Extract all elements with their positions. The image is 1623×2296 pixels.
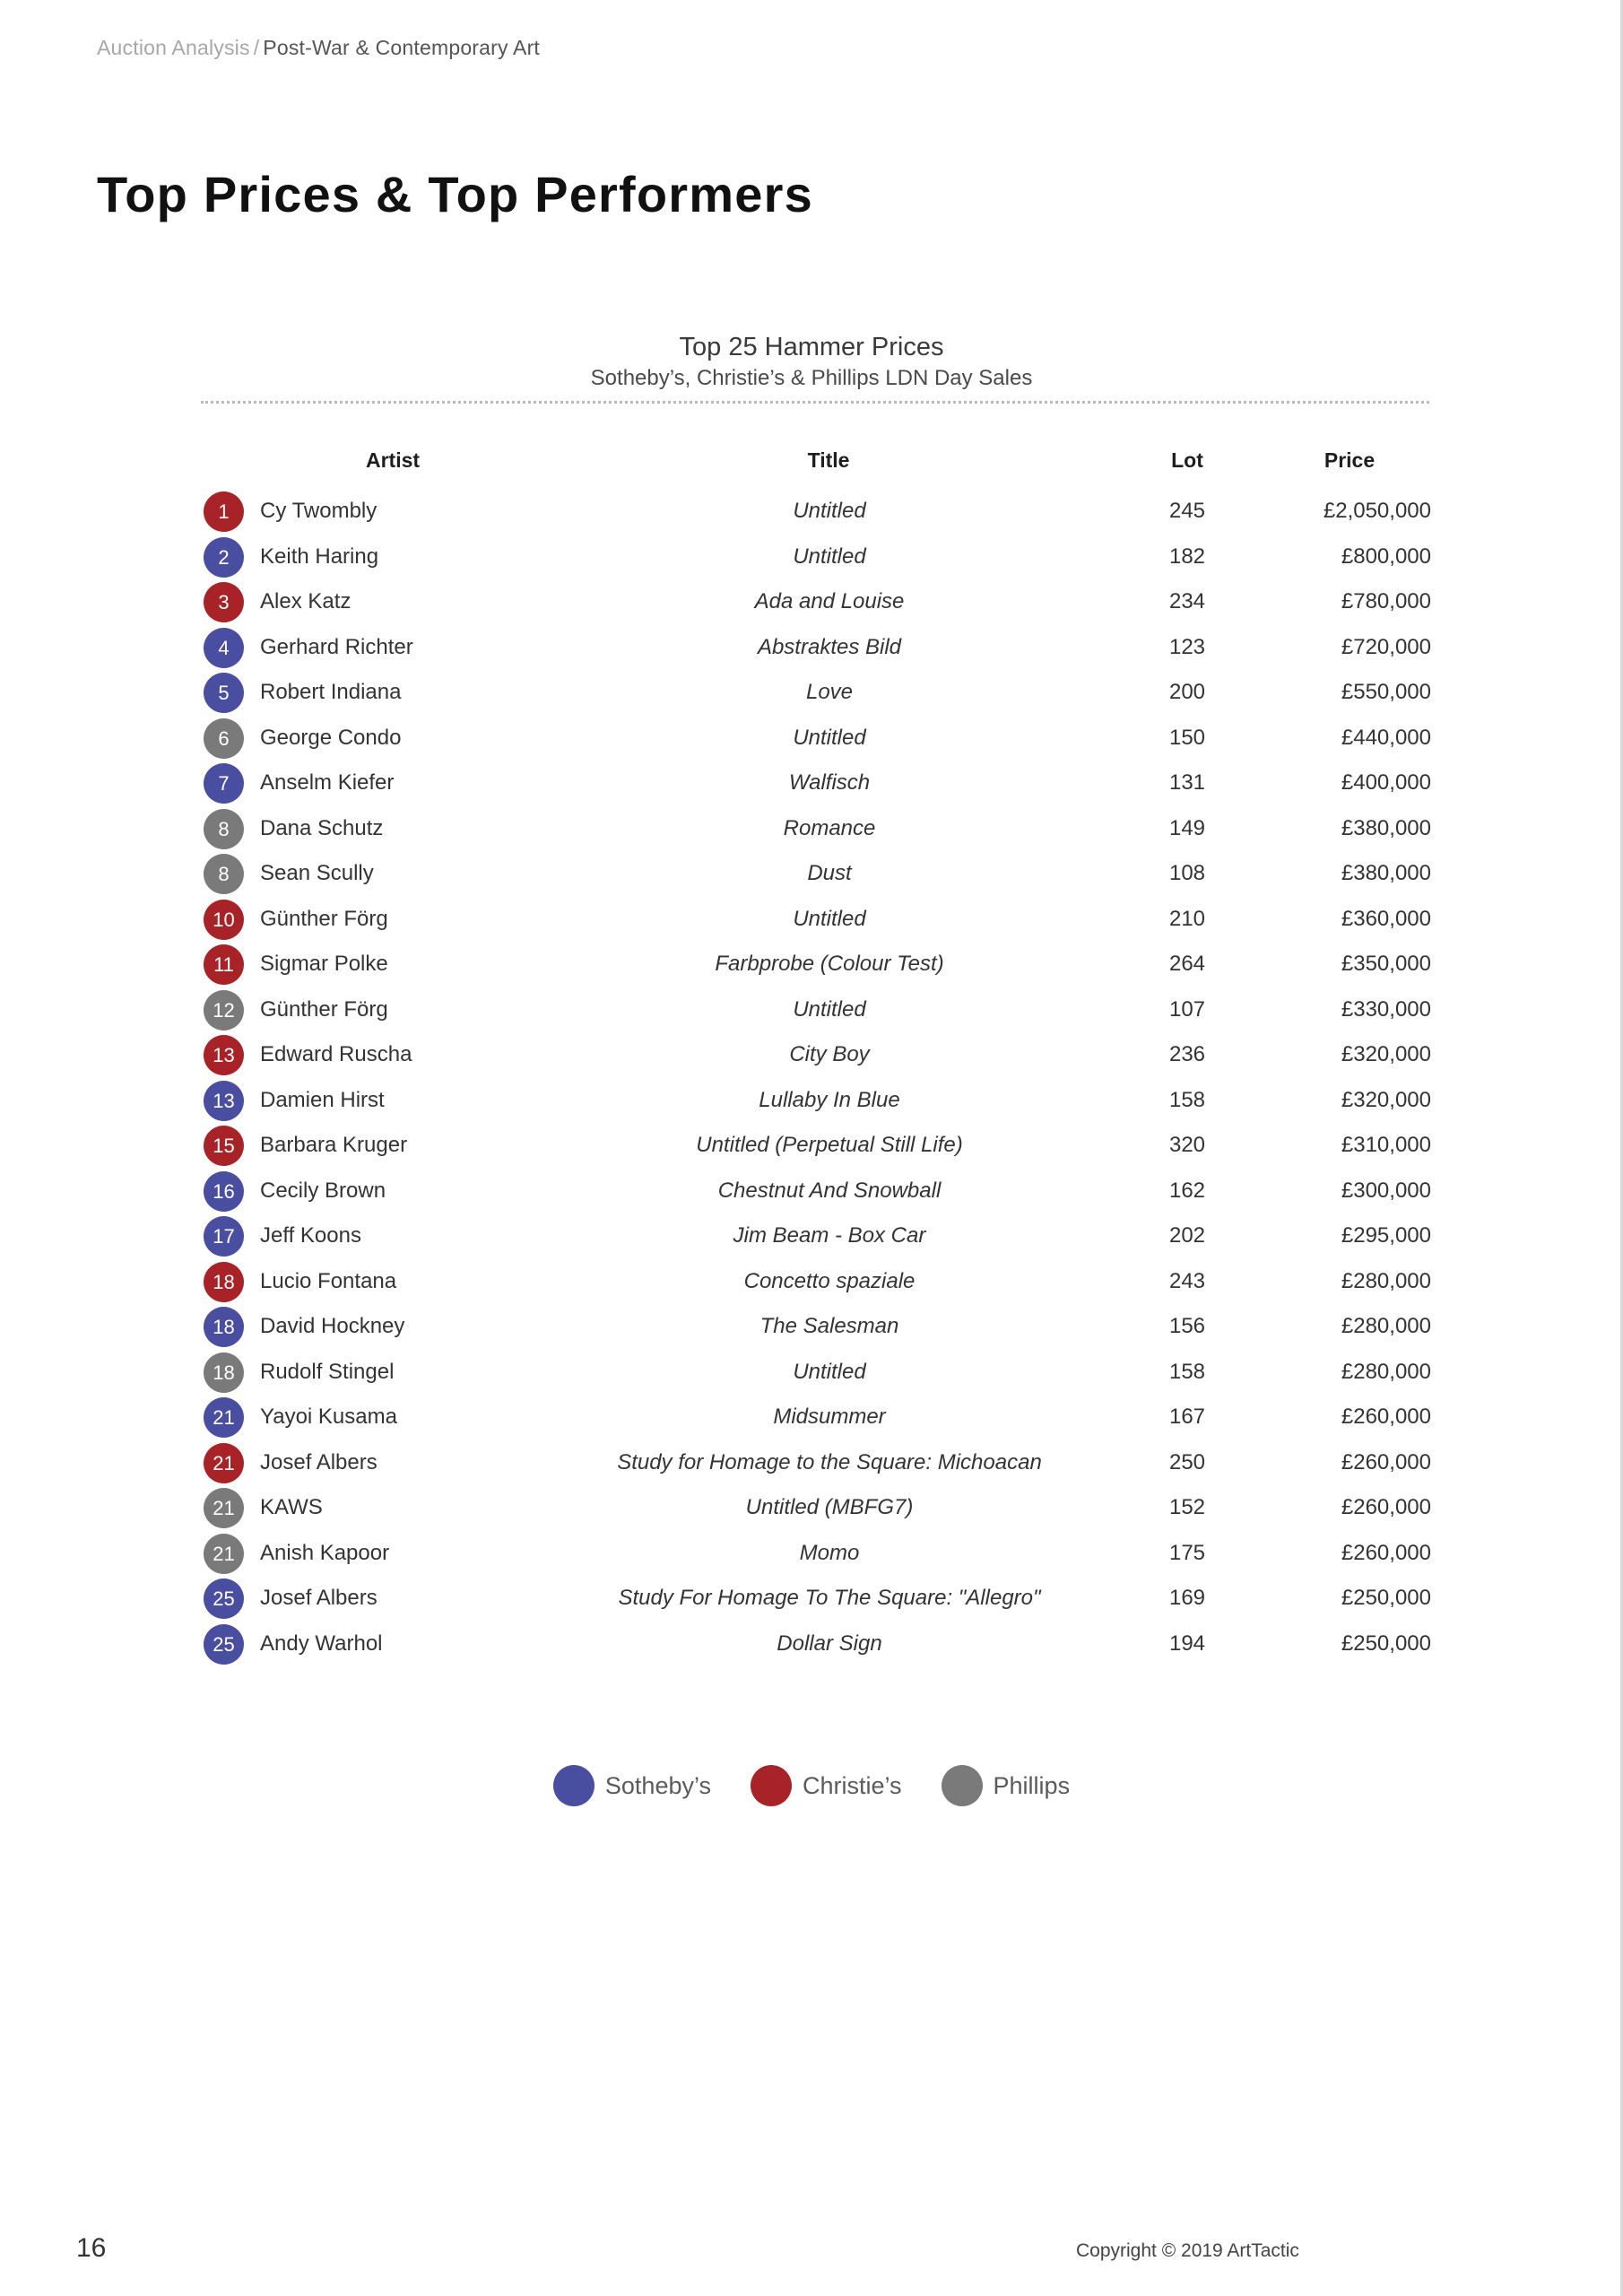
table-row (0, 716, 1623, 761)
price-cell: £295,000 (1341, 1223, 1431, 1248)
table-row (0, 1350, 1623, 1396)
column-header-lot: Lot (1171, 448, 1203, 472)
lot-cell: 236 (1168, 1042, 1206, 1066)
title-cell: Chestnut And Snowball (717, 1178, 942, 1203)
title-cell: Study For Homage To The Square: "Allegro" (618, 1586, 1041, 1610)
lot-cell: 108 (1168, 861, 1206, 885)
artist-cell: Lucio Fontana (260, 1268, 397, 1293)
lot-cell: 107 (1168, 996, 1206, 1022)
breadcrumb-section[interactable]: Auction Analysis (97, 36, 250, 59)
title-cell: Farbprobe (Colour Test) (715, 952, 944, 976)
price-cell: £440,000 (1341, 725, 1431, 750)
table-row (0, 806, 1623, 852)
rank-badge: 21 (204, 1534, 244, 1574)
lot-cell: 194 (1168, 1631, 1206, 1656)
title-cell: Lullaby In Blue (759, 1087, 900, 1112)
rank-badge: 3 (204, 582, 244, 622)
artist-cell: Josef Albers (260, 1586, 378, 1610)
artist-cell: David Hockney (260, 1314, 405, 1338)
rank-badge: 16 (204, 1171, 244, 1212)
artist-cell: Gerhard Richter (260, 634, 413, 659)
lot-cell: 162 (1168, 1178, 1206, 1203)
price-cell: £350,000 (1341, 952, 1431, 976)
price-cell: £720,000 (1341, 634, 1431, 659)
title-cell: Untitled (793, 725, 866, 750)
rank-badge: 25 (204, 1578, 244, 1619)
legend-label: Christie’s (803, 1771, 902, 1799)
table-row (0, 987, 1623, 1033)
rank-badge: 11 (204, 944, 244, 985)
table-row (0, 535, 1623, 580)
title-cell: Untitled (793, 996, 866, 1022)
artist-cell: Damien Hirst (260, 1087, 385, 1112)
price-cell: £250,000 (1341, 1586, 1431, 1610)
artist-cell: Dana Schutz (260, 815, 384, 840)
lot-cell: 245 (1168, 499, 1206, 523)
price-cell: £320,000 (1341, 1042, 1431, 1066)
column-header-price: Price (1324, 448, 1376, 472)
lot-cell: 158 (1168, 1087, 1206, 1112)
price-cell: £260,000 (1341, 1449, 1431, 1474)
dotted-divider (201, 401, 1429, 404)
lot-cell: 175 (1168, 1540, 1206, 1565)
artist-cell: Jeff Koons (260, 1223, 361, 1248)
title-cell: Untitled (MBFG7) (745, 1495, 914, 1519)
artist-cell: Alex Katz (260, 589, 352, 613)
lot-cell: 210 (1168, 906, 1206, 931)
lot-cell: 234 (1168, 589, 1206, 613)
title-cell: Abstraktes Bild (757, 634, 902, 659)
artist-cell: Cecily Brown (260, 1178, 386, 1203)
rank-badge: 8 (204, 809, 244, 849)
lot-cell: 182 (1168, 544, 1206, 569)
table-row (0, 897, 1623, 943)
artist-cell: Edward Ruscha (260, 1042, 412, 1066)
price-cell: £300,000 (1341, 1178, 1431, 1203)
table-row (0, 1123, 1623, 1169)
price-cell: £320,000 (1341, 1087, 1431, 1112)
rank-badge: 1 (204, 491, 244, 532)
price-cell: £780,000 (1341, 589, 1431, 613)
table-row (0, 1304, 1623, 1350)
title-cell: Concetto spaziale (743, 1268, 916, 1293)
legend-swatch (553, 1765, 595, 1806)
copyright-notice: Copyright © 2019 ArtTactic (1076, 2240, 1299, 2261)
breadcrumb-current: Post-War & Contemporary Art (263, 36, 541, 59)
rank-badge: 21 (204, 1488, 244, 1528)
title-cell: Untitled (Perpetual Still Life) (696, 1133, 963, 1157)
rank-badge: 5 (204, 673, 244, 713)
table-row (0, 1485, 1623, 1531)
price-cell: £380,000 (1341, 815, 1431, 840)
table-subtitle: Sotheby’s, Christie’s & Phillips LDN Day Sales (590, 366, 1033, 390)
artist-cell: Keith Haring (260, 544, 379, 569)
lot-cell: 169 (1168, 1586, 1206, 1610)
legend-swatch (751, 1765, 792, 1806)
rank-badge: 4 (204, 628, 244, 668)
price-cell: £280,000 (1341, 1268, 1431, 1293)
rank-badge: 21 (204, 1443, 244, 1483)
lot-cell: 264 (1168, 952, 1206, 976)
legend-label: Phillips (993, 1771, 1071, 1799)
lot-cell: 250 (1168, 1449, 1206, 1474)
column-header-title: Title (807, 448, 850, 472)
table-row (0, 670, 1623, 716)
table-row (0, 761, 1623, 806)
title-cell: Study for Homage to the Square: Michoacan (617, 1449, 1042, 1474)
artist-cell: George Condo (260, 725, 402, 750)
artist-cell: Rudolf Stingel (260, 1359, 395, 1384)
artist-cell: Yayoi Kusama (260, 1405, 397, 1429)
table-row (0, 1622, 1623, 1667)
rank-badge: 15 (204, 1126, 244, 1166)
price-cell: £330,000 (1341, 996, 1431, 1022)
artist-cell: Sigmar Polke (260, 952, 388, 976)
rank-badge: 18 (204, 1307, 244, 1347)
title-cell: The Salesman (759, 1314, 899, 1338)
legend-item-sothebys (553, 1765, 711, 1806)
artist-cell: Günther Förg (260, 996, 388, 1022)
price-cell: £250,000 (1341, 1631, 1431, 1656)
table-row (0, 1078, 1623, 1124)
breadcrumb-separator: / (253, 36, 260, 59)
title-cell: Momo (799, 1540, 860, 1565)
hammer-prices-table (0, 489, 1623, 1666)
price-cell: £380,000 (1341, 861, 1431, 885)
table-row (0, 1576, 1623, 1622)
title-cell: Untitled (793, 544, 866, 569)
legend-swatch (942, 1765, 983, 1806)
rank-badge: 21 (204, 1397, 244, 1438)
rank-badge: 2 (204, 537, 244, 578)
breadcrumb (97, 36, 540, 60)
artist-cell: Cy Twombly (260, 499, 378, 523)
rank-badge: 25 (204, 1624, 244, 1665)
lot-cell: 131 (1168, 770, 1206, 795)
rank-badge: 13 (204, 1035, 244, 1075)
legend-label: Sotheby’s (604, 1771, 711, 1799)
price-cell: £360,000 (1341, 906, 1431, 931)
table-row (0, 1259, 1623, 1305)
page-number: 16 (76, 2233, 107, 2263)
table-row (0, 1395, 1623, 1440)
rank-badge: 12 (204, 990, 244, 1031)
price-cell: £550,000 (1341, 680, 1431, 704)
artist-cell: Günther Förg (260, 906, 388, 931)
lot-cell: 320 (1168, 1133, 1206, 1157)
title-cell: Untitled (793, 499, 866, 523)
title-cell: Untitled (793, 1359, 866, 1384)
legend-item-phillips (942, 1765, 1071, 1806)
lot-cell: 123 (1168, 634, 1206, 659)
title-cell: Untitled (793, 906, 866, 931)
lot-cell: 149 (1168, 815, 1206, 840)
price-cell: £260,000 (1341, 1495, 1431, 1519)
rank-badge: 7 (204, 763, 244, 804)
rank-badge: 18 (204, 1352, 244, 1393)
table-row (0, 1032, 1623, 1078)
title-cell: Dust (807, 861, 852, 885)
table-row (0, 1531, 1623, 1577)
table-row (0, 942, 1623, 987)
rank-badge: 10 (204, 900, 244, 940)
table-row (0, 579, 1623, 625)
rank-badge: 6 (204, 718, 244, 759)
price-cell: £260,000 (1341, 1405, 1431, 1429)
table-title: Top 25 Hammer Prices (679, 333, 944, 361)
title-cell: Love (805, 680, 854, 704)
artist-cell: Robert Indiana (260, 680, 402, 704)
artist-cell: KAWS (260, 1495, 323, 1519)
title-cell: City Boy (789, 1042, 870, 1066)
title-cell: Jim Beam - Box Car (733, 1223, 926, 1248)
title-cell: Walfisch (788, 770, 871, 795)
title-cell: Ada and Louise (754, 589, 905, 613)
price-cell: £400,000 (1341, 770, 1431, 795)
lot-cell: 200 (1168, 680, 1206, 704)
price-cell: £310,000 (1341, 1133, 1431, 1157)
legend-item-christies (751, 1765, 902, 1806)
lot-cell: 156 (1168, 1314, 1206, 1338)
table-row (0, 851, 1623, 897)
table-row (0, 1169, 1623, 1214)
artist-cell: Andy Warhol (260, 1631, 383, 1656)
price-cell: £280,000 (1341, 1314, 1431, 1338)
table-row (0, 1213, 1623, 1259)
artist-cell: Anish Kapoor (260, 1540, 390, 1565)
table-row (0, 625, 1623, 671)
price-cell: £280,000 (1341, 1359, 1431, 1384)
table-heading (0, 330, 1623, 393)
title-cell: Dollar Sign (777, 1631, 882, 1656)
table-row (0, 489, 1623, 535)
price-cell: £800,000 (1341, 544, 1431, 569)
title-cell: Midsummer (773, 1405, 886, 1429)
lot-cell: 158 (1168, 1359, 1206, 1384)
price-cell: £260,000 (1341, 1540, 1431, 1565)
page-title: Top Prices & Top Performers (97, 166, 813, 222)
title-cell: Romance (783, 815, 876, 840)
auction-house-legend (0, 1765, 1623, 1806)
artist-cell: Josef Albers (260, 1449, 378, 1474)
column-header-artist: Artist (365, 448, 421, 472)
table-row (0, 1440, 1623, 1486)
artist-cell: Barbara Kruger (260, 1133, 408, 1157)
rank-badge: 13 (204, 1081, 244, 1121)
lot-cell: 150 (1168, 725, 1206, 750)
lot-cell: 152 (1168, 1495, 1206, 1519)
rank-badge: 17 (204, 1216, 244, 1257)
lot-cell: 202 (1168, 1223, 1206, 1248)
rank-badge: 18 (204, 1262, 244, 1302)
lot-cell: 167 (1168, 1405, 1206, 1429)
price-cell: £2,050,000 (1323, 499, 1431, 523)
rank-badge: 8 (204, 854, 244, 894)
lot-cell: 243 (1168, 1268, 1206, 1293)
artist-cell: Anselm Kiefer (260, 770, 395, 795)
artist-cell: Sean Scully (260, 861, 374, 885)
